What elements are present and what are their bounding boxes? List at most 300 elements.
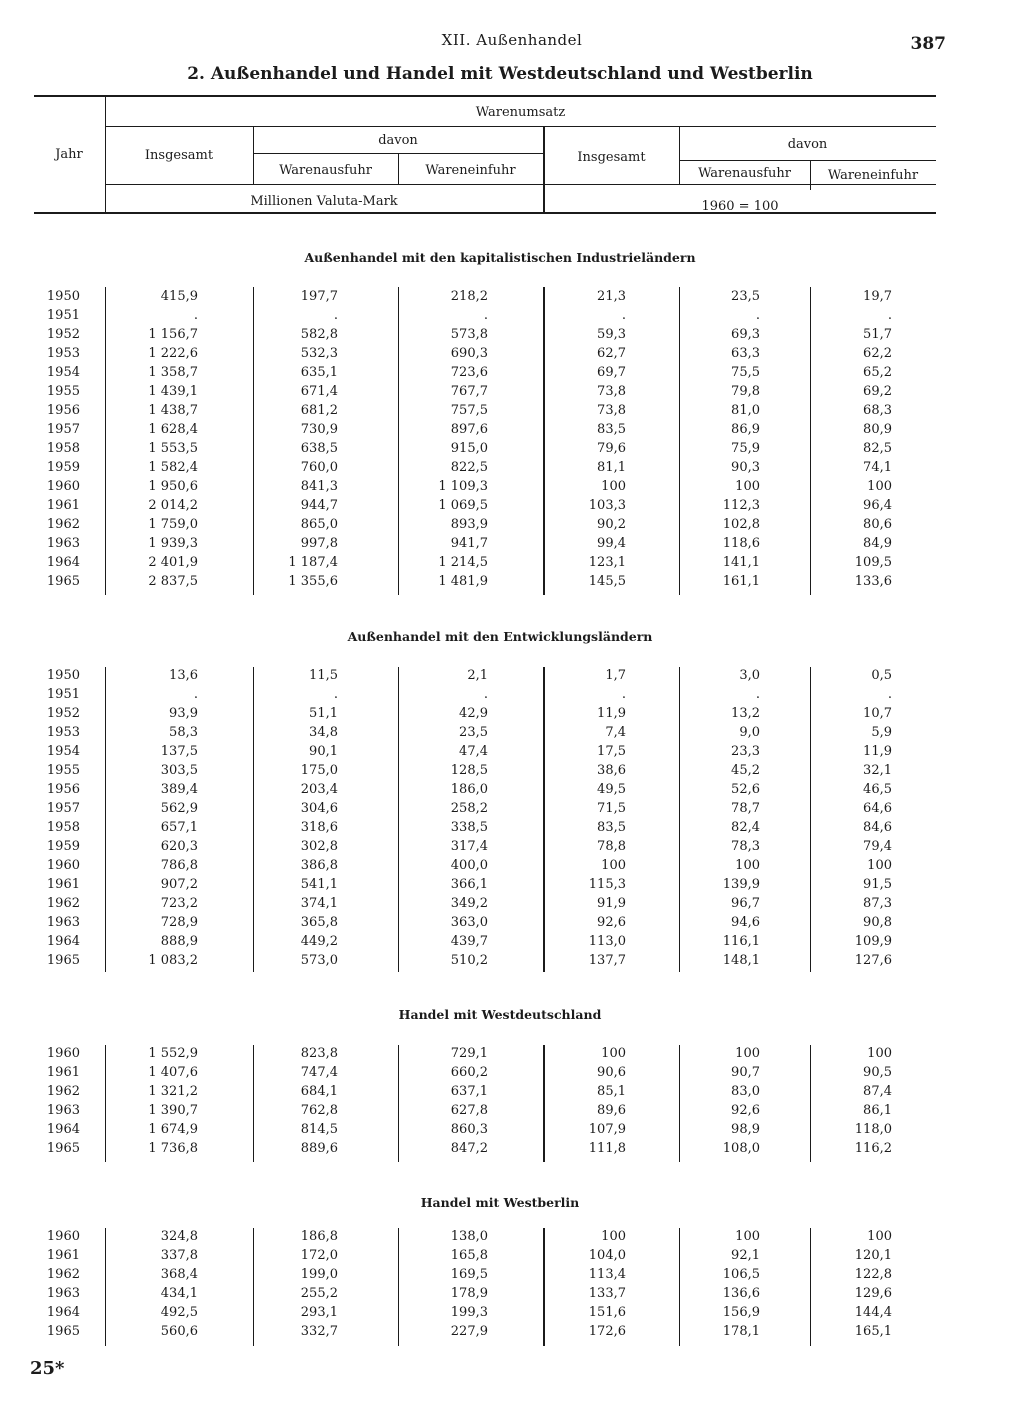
unit-index: 1960 = 100 bbox=[701, 199, 779, 214]
cell-insgesamt-abs: 1 439,1 bbox=[148, 384, 198, 399]
cell-insgesamt-abs: 560,6 bbox=[160, 1324, 198, 1339]
cell-einfuhr-index: 100 bbox=[867, 1229, 892, 1244]
cell-insgesamt-index: 172,6 bbox=[588, 1324, 626, 1339]
table-row bbox=[0, 403, 1024, 422]
cell-einfuhr-abs: 860,3 bbox=[450, 1122, 488, 1137]
cell-jahr: 1958 bbox=[46, 820, 80, 835]
table-row bbox=[0, 915, 1024, 934]
cell-einfuhr-abs: 227,9 bbox=[450, 1324, 488, 1339]
table-row bbox=[0, 441, 1024, 460]
table-row bbox=[0, 1324, 1024, 1343]
cell-insgesamt-index: 69,7 bbox=[597, 365, 626, 380]
cell-jahr: 1957 bbox=[46, 801, 80, 816]
cell-ausfuhr-index: 161,1 bbox=[722, 574, 760, 589]
table-row bbox=[0, 1248, 1024, 1267]
cell-einfuhr-abs: 165,8 bbox=[450, 1248, 488, 1263]
header-rule-top bbox=[34, 95, 936, 97]
cell-jahr: 1960 bbox=[46, 1229, 80, 1244]
cell-insgesamt-index: 17,5 bbox=[597, 744, 626, 759]
cell-insgesamt-abs: 2 837,5 bbox=[148, 574, 198, 589]
table-row bbox=[0, 725, 1024, 744]
cell-einfuhr-index: 133,6 bbox=[854, 574, 892, 589]
cell-einfuhr-abs: 366,1 bbox=[450, 877, 488, 892]
cell-ausfuhr-index: 90,7 bbox=[731, 1065, 760, 1080]
cell-insgesamt-index: 91,9 bbox=[597, 896, 626, 911]
cell-einfuhr-index: 84,9 bbox=[863, 536, 892, 551]
cell-jahr: 1954 bbox=[46, 744, 80, 759]
cell-einfuhr-abs: 757,5 bbox=[450, 403, 488, 418]
cell-ausfuhr-abs: 255,2 bbox=[300, 1286, 338, 1301]
cell-insgesamt-abs: 1 553,5 bbox=[148, 441, 198, 456]
cell-jahr: 1956 bbox=[46, 403, 80, 418]
cell-ausfuhr-abs: 293,1 bbox=[300, 1305, 338, 1320]
cell-einfuhr-abs: 2,1 bbox=[467, 668, 488, 683]
cell-insgesamt-abs: 620,3 bbox=[160, 839, 198, 854]
cell-einfuhr-abs: 723,6 bbox=[450, 365, 488, 380]
cell-jahr: 1963 bbox=[46, 915, 80, 930]
cell-insgesamt-index: 100 bbox=[601, 479, 626, 494]
cell-ausfuhr-index: 139,9 bbox=[722, 877, 760, 892]
cell-jahr: 1962 bbox=[46, 896, 80, 911]
cell-jahr: 1961 bbox=[46, 498, 80, 513]
cell-insgesamt-index: 89,6 bbox=[597, 1103, 626, 1118]
cell-insgesamt-index: . bbox=[621, 308, 626, 323]
cell-insgesamt-index: 151,6 bbox=[588, 1305, 626, 1320]
table-row bbox=[0, 839, 1024, 858]
cell-insgesamt-index: 99,4 bbox=[597, 536, 626, 551]
col-davon-index: davon bbox=[787, 137, 828, 152]
cell-einfuhr-index: 74,1 bbox=[863, 460, 892, 475]
table-row bbox=[0, 744, 1024, 763]
cell-einfuhr-index: 65,2 bbox=[863, 365, 892, 380]
table-row bbox=[0, 934, 1024, 953]
cell-insgesamt-index: 123,1 bbox=[588, 555, 626, 570]
cell-einfuhr-index: 100 bbox=[867, 1046, 892, 1061]
cell-ausfuhr-abs: . bbox=[333, 308, 338, 323]
table-row bbox=[0, 1267, 1024, 1286]
cell-ausfuhr-abs: 1 187,4 bbox=[288, 555, 338, 570]
cell-insgesamt-abs: 1 321,2 bbox=[148, 1084, 198, 1099]
cell-ausfuhr-index: 82,4 bbox=[731, 820, 760, 835]
header-rule-units bbox=[105, 184, 936, 185]
cell-insgesamt-index: 49,5 bbox=[597, 782, 626, 797]
cell-ausfuhr-abs: 997,8 bbox=[300, 536, 338, 551]
cell-jahr: 1957 bbox=[46, 422, 80, 437]
cell-ausfuhr-abs: 203,4 bbox=[300, 782, 338, 797]
table-row bbox=[0, 668, 1024, 687]
cell-einfuhr-abs: 822,5 bbox=[450, 460, 488, 475]
cell-einfuhr-index: 120,1 bbox=[854, 1248, 892, 1263]
cell-jahr: 1952 bbox=[46, 706, 80, 721]
table-row bbox=[0, 858, 1024, 877]
cell-einfuhr-index: 116,2 bbox=[854, 1141, 892, 1156]
cell-einfuhr-index: 80,9 bbox=[863, 422, 892, 437]
cell-insgesamt-abs: 1 628,4 bbox=[148, 422, 198, 437]
cell-insgesamt-index: 115,3 bbox=[588, 877, 626, 892]
cell-jahr: 1960 bbox=[46, 1046, 80, 1061]
table-row bbox=[0, 1122, 1024, 1141]
table-row bbox=[0, 555, 1024, 574]
cell-insgesamt-abs: 415,9 bbox=[160, 289, 198, 304]
col-ausfuhr-index: Warenausfuhr bbox=[698, 166, 791, 181]
cell-ausfuhr-abs: 582,8 bbox=[300, 327, 338, 342]
cell-ausfuhr-index: 81,0 bbox=[731, 403, 760, 418]
cell-jahr: 1955 bbox=[46, 763, 80, 778]
cell-einfuhr-abs: 1 481,9 bbox=[438, 574, 488, 589]
cell-einfuhr-index: 0,5 bbox=[871, 668, 892, 683]
cell-jahr: 1955 bbox=[46, 384, 80, 399]
cell-ausfuhr-index: 13,2 bbox=[731, 706, 760, 721]
cell-einfuhr-abs: 317,4 bbox=[450, 839, 488, 854]
cell-insgesamt-index: 90,6 bbox=[597, 1065, 626, 1080]
cell-jahr: 1959 bbox=[46, 839, 80, 854]
cell-jahr: 1956 bbox=[46, 782, 80, 797]
cell-jahr: 1962 bbox=[46, 1084, 80, 1099]
cell-insgesamt-abs: 1 358,7 bbox=[148, 365, 198, 380]
cell-ausfuhr-abs: 889,6 bbox=[300, 1141, 338, 1156]
cell-ausfuhr-index: 100 bbox=[735, 479, 760, 494]
cell-ausfuhr-index: 178,1 bbox=[722, 1324, 760, 1339]
cell-insgesamt-abs: 728,9 bbox=[160, 915, 198, 930]
cell-einfuhr-abs: 637,1 bbox=[450, 1084, 488, 1099]
cell-insgesamt-abs: 1 582,4 bbox=[148, 460, 198, 475]
cell-insgesamt-index: . bbox=[621, 687, 626, 702]
cell-ausfuhr-index: 156,9 bbox=[722, 1305, 760, 1320]
cell-insgesamt-index: 73,8 bbox=[597, 384, 626, 399]
cell-ausfuhr-index: 94,6 bbox=[731, 915, 760, 930]
cell-jahr: 1953 bbox=[46, 725, 80, 740]
cell-einfuhr-index: 69,2 bbox=[863, 384, 892, 399]
cell-einfuhr-index: 86,1 bbox=[863, 1103, 892, 1118]
cell-jahr: 1958 bbox=[46, 441, 80, 456]
cell-insgesamt-index: 137,7 bbox=[588, 953, 626, 968]
table-row bbox=[0, 1305, 1024, 1324]
table-row bbox=[0, 1286, 1024, 1305]
cell-insgesamt-abs: 907,2 bbox=[160, 877, 198, 892]
cell-einfuhr-abs: 186,0 bbox=[450, 782, 488, 797]
cell-einfuhr-index: 87,3 bbox=[863, 896, 892, 911]
cell-jahr: 1965 bbox=[46, 574, 80, 589]
cell-ausfuhr-abs: 684,1 bbox=[300, 1084, 338, 1099]
cell-jahr: 1964 bbox=[46, 934, 80, 949]
cell-ausfuhr-abs: 532,3 bbox=[300, 346, 338, 361]
cell-einfuhr-abs: 178,9 bbox=[450, 1286, 488, 1301]
table-row bbox=[0, 953, 1024, 972]
cell-insgesamt-abs: 1 736,8 bbox=[148, 1141, 198, 1156]
cell-ausfuhr-index: 79,8 bbox=[731, 384, 760, 399]
cell-ausfuhr-abs: 541,1 bbox=[300, 877, 338, 892]
cell-insgesamt-index: 100 bbox=[601, 1229, 626, 1244]
cell-einfuhr-index: 165,1 bbox=[854, 1324, 892, 1339]
cell-einfuhr-index: 62,2 bbox=[863, 346, 892, 361]
cell-einfuhr-index: 51,7 bbox=[863, 327, 892, 342]
cell-jahr: 1963 bbox=[46, 1286, 80, 1301]
cell-ausfuhr-abs: 34,8 bbox=[309, 725, 338, 740]
cell-insgesamt-index: 133,7 bbox=[588, 1286, 626, 1301]
cell-einfuhr-index: . bbox=[887, 687, 892, 702]
cell-insgesamt-index: 103,3 bbox=[588, 498, 626, 513]
cell-insgesamt-index: 73,8 bbox=[597, 403, 626, 418]
col-insgesamt-abs: Insgesamt bbox=[144, 148, 214, 163]
cell-einfuhr-index: 118,0 bbox=[854, 1122, 892, 1137]
cell-ausfuhr-abs: 318,6 bbox=[300, 820, 338, 835]
col-warenumsatz: Warenumsatz bbox=[475, 105, 566, 120]
cell-einfuhr-abs: 349,2 bbox=[450, 896, 488, 911]
cell-ausfuhr-index: 45,2 bbox=[731, 763, 760, 778]
cell-ausfuhr-index: 9,0 bbox=[739, 725, 760, 740]
cell-einfuhr-abs: 363,0 bbox=[450, 915, 488, 930]
cell-ausfuhr-abs: 1 355,6 bbox=[288, 574, 338, 589]
cell-einfuhr-abs: 915,0 bbox=[450, 441, 488, 456]
cell-einfuhr-index: 127,6 bbox=[854, 953, 892, 968]
cell-ausfuhr-abs: 638,5 bbox=[300, 441, 338, 456]
section-title: Handel mit Westberlin bbox=[420, 1195, 580, 1210]
cell-jahr: 1963 bbox=[46, 536, 80, 551]
cell-einfuhr-index: 11,9 bbox=[863, 744, 892, 759]
cell-einfuhr-abs: 218,2 bbox=[450, 289, 488, 304]
cell-ausfuhr-abs: . bbox=[333, 687, 338, 702]
table-row bbox=[0, 365, 1024, 384]
cell-ausfuhr-abs: 365,8 bbox=[300, 915, 338, 930]
cell-jahr: 1951 bbox=[46, 308, 80, 323]
cell-einfuhr-index: 82,5 bbox=[863, 441, 892, 456]
cell-einfuhr-index: 91,5 bbox=[863, 877, 892, 892]
cell-einfuhr-abs: 729,1 bbox=[450, 1046, 488, 1061]
table-row bbox=[0, 820, 1024, 839]
table-row bbox=[0, 706, 1024, 725]
cell-einfuhr-abs: 847,2 bbox=[450, 1141, 488, 1156]
cell-einfuhr-abs: 169,5 bbox=[450, 1267, 488, 1282]
cell-insgesamt-abs: 1 950,6 bbox=[148, 479, 198, 494]
table-row bbox=[0, 763, 1024, 782]
cell-insgesamt-abs: 1 674,9 bbox=[148, 1122, 198, 1137]
cell-insgesamt-abs: 2 014,2 bbox=[148, 498, 198, 513]
cell-insgesamt-abs: 657,1 bbox=[160, 820, 198, 835]
cell-insgesamt-abs: 58,3 bbox=[169, 725, 198, 740]
cell-insgesamt-index: 145,5 bbox=[588, 574, 626, 589]
cell-jahr: 1959 bbox=[46, 460, 80, 475]
cell-einfuhr-index: 90,5 bbox=[863, 1065, 892, 1080]
table-row bbox=[0, 517, 1024, 536]
cell-einfuhr-index: 122,8 bbox=[854, 1267, 892, 1282]
cell-jahr: 1952 bbox=[46, 327, 80, 342]
cell-insgesamt-abs: 137,5 bbox=[160, 744, 198, 759]
cell-jahr: 1960 bbox=[46, 858, 80, 873]
cell-insgesamt-index: 100 bbox=[601, 858, 626, 873]
page-number: 387 bbox=[910, 34, 946, 54]
table-row bbox=[0, 536, 1024, 555]
cell-einfuhr-index: 87,4 bbox=[863, 1084, 892, 1099]
cell-insgesamt-abs: . bbox=[193, 687, 198, 702]
cell-insgesamt-index: 113,0 bbox=[588, 934, 626, 949]
table-row bbox=[0, 498, 1024, 517]
cell-einfuhr-index: 129,6 bbox=[854, 1286, 892, 1301]
cell-insgesamt-abs: 1 222,6 bbox=[148, 346, 198, 361]
cell-ausfuhr-index: 96,7 bbox=[731, 896, 760, 911]
table-row bbox=[0, 1103, 1024, 1122]
footer-mark: 25* bbox=[30, 1358, 65, 1379]
cell-jahr: 1964 bbox=[46, 555, 80, 570]
table-row bbox=[0, 479, 1024, 498]
cell-ausfuhr-abs: 681,2 bbox=[300, 403, 338, 418]
cell-insgesamt-index: 107,9 bbox=[588, 1122, 626, 1137]
cell-ausfuhr-index: . bbox=[755, 687, 760, 702]
cell-insgesamt-index: 38,6 bbox=[597, 763, 626, 778]
cell-ausfuhr-index: 98,9 bbox=[731, 1122, 760, 1137]
cell-ausfuhr-abs: 814,5 bbox=[300, 1122, 338, 1137]
cell-insgesamt-abs: 324,8 bbox=[160, 1229, 198, 1244]
cell-insgesamt-index: 92,6 bbox=[597, 915, 626, 930]
cell-insgesamt-abs: 723,2 bbox=[160, 896, 198, 911]
cell-insgesamt-abs: 1 390,7 bbox=[148, 1103, 198, 1118]
cell-einfuhr-abs: 1 069,5 bbox=[438, 498, 488, 513]
cell-insgesamt-abs: 562,9 bbox=[160, 801, 198, 816]
cell-einfuhr-abs: 897,6 bbox=[450, 422, 488, 437]
cell-einfuhr-index: 5,9 bbox=[871, 725, 892, 740]
cell-insgesamt-index: 83,5 bbox=[597, 820, 626, 835]
cell-einfuhr-abs: 439,7 bbox=[450, 934, 488, 949]
cell-ausfuhr-index: 52,6 bbox=[731, 782, 760, 797]
cell-ausfuhr-index: 100 bbox=[735, 1046, 760, 1061]
cell-jahr: 1954 bbox=[46, 365, 80, 380]
cell-ausfuhr-index: 78,7 bbox=[731, 801, 760, 816]
table-row bbox=[0, 422, 1024, 441]
cell-einfuhr-abs: 627,8 bbox=[450, 1103, 488, 1118]
cell-ausfuhr-abs: 865,0 bbox=[300, 517, 338, 532]
cell-einfuhr-index: 90,8 bbox=[863, 915, 892, 930]
cell-einfuhr-abs: 510,2 bbox=[450, 953, 488, 968]
table-row bbox=[0, 346, 1024, 365]
col-einfuhr-index: Wareneinfuhr bbox=[827, 168, 919, 183]
cell-insgesamt-index: 100 bbox=[601, 1046, 626, 1061]
cell-insgesamt-index: 83,5 bbox=[597, 422, 626, 437]
cell-einfuhr-index: 80,6 bbox=[863, 517, 892, 532]
table-row bbox=[0, 1065, 1024, 1084]
cell-jahr: 1964 bbox=[46, 1305, 80, 1320]
table-row bbox=[0, 896, 1024, 915]
cell-insgesamt-abs: 888,9 bbox=[160, 934, 198, 949]
section-title: Außenhandel mit den Entwicklungsländern bbox=[347, 629, 653, 644]
cell-jahr: 1962 bbox=[46, 1267, 80, 1282]
cell-insgesamt-abs: 1 156,7 bbox=[148, 327, 198, 342]
cell-ausfuhr-index: 148,1 bbox=[722, 953, 760, 968]
table-title: 2. Außenhandel und Handel mit Westdeutschland und Westberlin bbox=[187, 64, 813, 84]
col-einfuhr-abs: Wareneinfuhr bbox=[425, 163, 516, 178]
cell-insgesamt-index: 81,1 bbox=[597, 460, 626, 475]
cell-ausfuhr-index: 92,6 bbox=[731, 1103, 760, 1118]
col-jahr: Jahr bbox=[55, 147, 83, 162]
cell-ausfuhr-index: 141,1 bbox=[722, 555, 760, 570]
cell-ausfuhr-abs: 90,1 bbox=[309, 744, 338, 759]
cell-einfuhr-index: 100 bbox=[867, 479, 892, 494]
cell-insgesamt-abs: 2 401,9 bbox=[148, 555, 198, 570]
cell-ausfuhr-index: 92,1 bbox=[731, 1248, 760, 1263]
cell-ausfuhr-index: 83,0 bbox=[731, 1084, 760, 1099]
cell-ausfuhr-abs: 823,8 bbox=[300, 1046, 338, 1061]
table-row bbox=[0, 1229, 1024, 1248]
cell-einfuhr-index: 46,5 bbox=[863, 782, 892, 797]
cell-insgesamt-index: 79,6 bbox=[597, 441, 626, 456]
cell-insgesamt-abs: 492,5 bbox=[160, 1305, 198, 1320]
cell-insgesamt-abs: 1 939,3 bbox=[148, 536, 198, 551]
cell-einfuhr-abs: . bbox=[483, 687, 488, 702]
cell-einfuhr-abs: 338,5 bbox=[450, 820, 488, 835]
cell-insgesamt-index: 71,5 bbox=[597, 801, 626, 816]
cell-insgesamt-index: 21,3 bbox=[597, 289, 626, 304]
cell-insgesamt-abs: 1 407,6 bbox=[148, 1065, 198, 1080]
cell-ausfuhr-index: 108,0 bbox=[722, 1141, 760, 1156]
cell-einfuhr-abs: 128,5 bbox=[450, 763, 488, 778]
cell-insgesamt-abs: 93,9 bbox=[169, 706, 198, 721]
cell-ausfuhr-abs: 304,6 bbox=[300, 801, 338, 816]
cell-ausfuhr-index: 86,9 bbox=[731, 422, 760, 437]
cell-jahr: 1951 bbox=[46, 687, 80, 702]
table-row bbox=[0, 574, 1024, 593]
cell-einfuhr-abs: 573,8 bbox=[450, 327, 488, 342]
cell-insgesamt-index: 111,8 bbox=[588, 1141, 626, 1156]
cell-ausfuhr-index: 23,5 bbox=[731, 289, 760, 304]
cell-ausfuhr-abs: 199,0 bbox=[300, 1267, 338, 1282]
cell-jahr: 1953 bbox=[46, 346, 80, 361]
cell-ausfuhr-index: 75,9 bbox=[731, 441, 760, 456]
table-row bbox=[0, 327, 1024, 346]
cell-ausfuhr-abs: 671,4 bbox=[300, 384, 338, 399]
cell-einfuhr-abs: 138,0 bbox=[450, 1229, 488, 1244]
table-row bbox=[0, 782, 1024, 801]
cell-ausfuhr-index: 75,5 bbox=[731, 365, 760, 380]
cell-insgesamt-index: 1,7 bbox=[605, 668, 626, 683]
cell-einfuhr-index: 100 bbox=[867, 858, 892, 873]
running-head: XII. Außenhandel bbox=[441, 31, 583, 49]
col-ausfuhr-abs: Warenausfuhr bbox=[279, 163, 372, 178]
table-row bbox=[0, 460, 1024, 479]
cell-ausfuhr-index: 116,1 bbox=[722, 934, 760, 949]
cell-insgesamt-abs: 1 552,9 bbox=[148, 1046, 198, 1061]
cell-ausfuhr-index: 69,3 bbox=[731, 327, 760, 342]
cell-ausfuhr-abs: 386,8 bbox=[300, 858, 338, 873]
table-row bbox=[0, 1046, 1024, 1065]
cell-jahr: 1965 bbox=[46, 1324, 80, 1339]
cell-ausfuhr-abs: 172,0 bbox=[300, 1248, 338, 1263]
table-row bbox=[0, 1084, 1024, 1103]
cell-einfuhr-abs: 42,9 bbox=[459, 706, 488, 721]
cell-ausfuhr-index: 23,3 bbox=[731, 744, 760, 759]
header-rule-davon-right bbox=[679, 160, 936, 161]
cell-einfuhr-index: 96,4 bbox=[863, 498, 892, 513]
cell-einfuhr-abs: 258,2 bbox=[450, 801, 488, 816]
cell-insgesamt-index: 59,3 bbox=[597, 327, 626, 342]
cell-einfuhr-abs: 1 214,5 bbox=[438, 555, 488, 570]
table-row bbox=[0, 384, 1024, 403]
table-row bbox=[0, 289, 1024, 308]
cell-insgesamt-abs: 13,6 bbox=[169, 668, 198, 683]
cell-einfuhr-index: . bbox=[887, 308, 892, 323]
cell-ausfuhr-index: 90,3 bbox=[731, 460, 760, 475]
header-rule-warenumsatz bbox=[105, 126, 936, 127]
cell-einfuhr-abs: 893,9 bbox=[450, 517, 488, 532]
cell-ausfuhr-abs: 747,4 bbox=[300, 1065, 338, 1080]
col-davon-abs: davon bbox=[378, 133, 418, 148]
cell-insgesamt-index: 11,9 bbox=[597, 706, 626, 721]
cell-ausfuhr-abs: 11,5 bbox=[309, 668, 338, 683]
cell-insgesamt-abs: 1 438,7 bbox=[148, 403, 198, 418]
cell-ausfuhr-index: 102,8 bbox=[722, 517, 760, 532]
table-row bbox=[0, 1141, 1024, 1160]
cell-jahr: 1950 bbox=[46, 289, 80, 304]
cell-jahr: 1960 bbox=[46, 479, 80, 494]
cell-ausfuhr-abs: 841,3 bbox=[300, 479, 338, 494]
cell-ausfuhr-abs: 51,1 bbox=[309, 706, 338, 721]
